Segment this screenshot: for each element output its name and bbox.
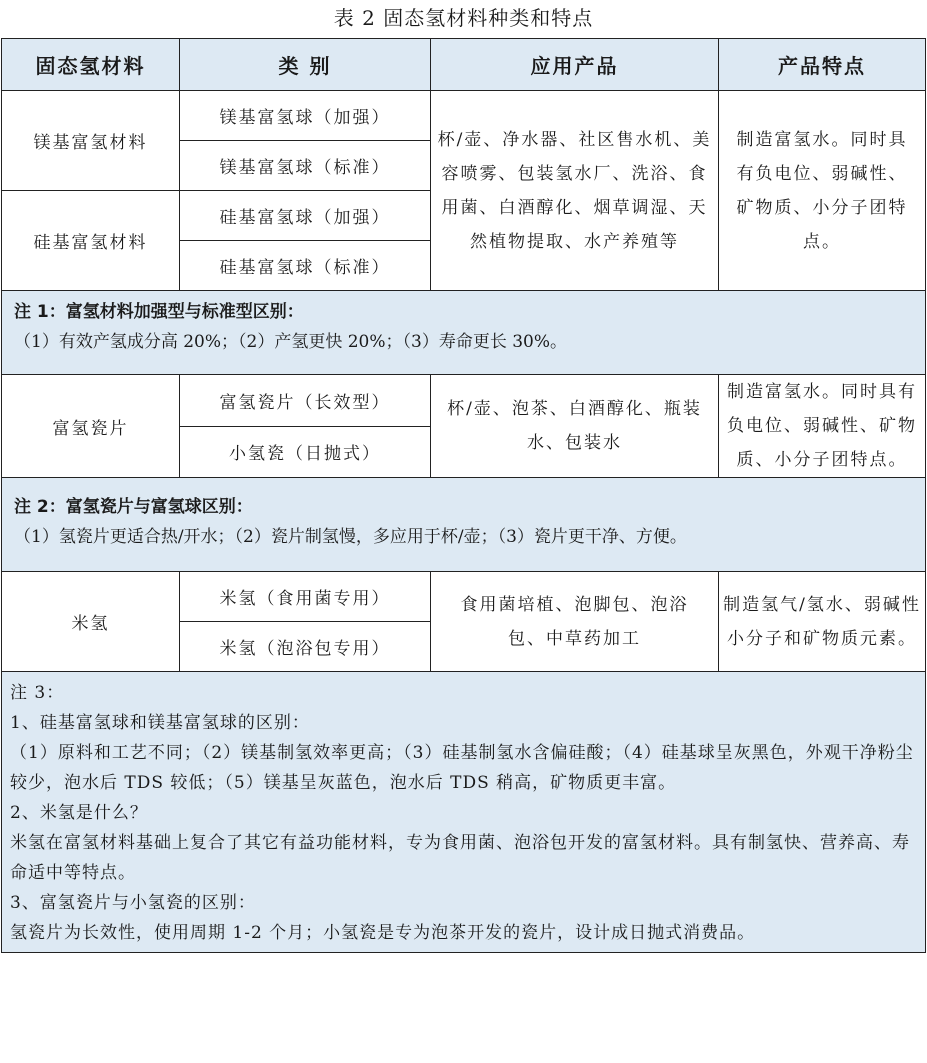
type-cell: 米氢（食用菌专用） (180, 572, 431, 622)
note-row (2, 672, 926, 953)
header-type: 类 别 (180, 39, 431, 91)
material-cell: 米氢 (2, 572, 180, 672)
applications-cell: 食用菌培植、泡脚包、泡浴包、中草药加工 (431, 572, 719, 672)
features-cell: 制造富氢水。同时具有负电位、弱碱性、矿物质、小分子团特点。 (719, 91, 926, 291)
note-row (2, 478, 926, 572)
note-3-question-2: 2、米氢是什么？ (10, 803, 148, 823)
type-cell: 镁基富氢球（加强） (180, 91, 431, 141)
material-cell: 硅基富氢材料 (2, 191, 180, 291)
applications-cell: 杯/壶、泡茶、白酒醇化、瓶装水、包装水 (431, 375, 719, 478)
type-cell: 镁基富氢球（标准） (180, 141, 431, 191)
note-3-question-1: 1、硅基富氢球和镁基富氢球的区别： (10, 713, 310, 733)
note-2 (2, 478, 926, 572)
note-1-text: （1）有效产氢成分高 20%；（2）产氢更快 20%；（3）寿命更长 30%。 (14, 332, 568, 352)
note-1-title: 注 1：富氢材料加强型与标准型区别： (14, 302, 304, 322)
hydrogen-materials-table (1, 38, 926, 953)
type-cell: 硅基富氢球（加强） (180, 191, 431, 241)
note-3-title: 注 3： (10, 683, 65, 703)
type-cell: 小氢瓷（日抛式） (180, 426, 431, 478)
material-cell: 富氢瓷片 (2, 375, 180, 478)
note-row (2, 291, 926, 375)
table-row (2, 375, 926, 427)
type-cell: 米氢（泡浴包专用） (180, 622, 431, 672)
note-1 (2, 291, 926, 375)
type-cell: 富氢瓷片（长效型） (180, 375, 431, 427)
note-3 (2, 672, 926, 953)
note-3-question-3: 3、富氢瓷片与小氢瓷的区别： (10, 893, 256, 913)
note-3-answer-3: 氢瓷片为长效性，使用周期 1-2 个月；小氢瓷是专为泡茶开发的瓷片，设计成日抛式消费品。 (10, 923, 756, 943)
table-row (2, 91, 926, 141)
note-2-title: 注 2：富氢瓷片与富氢球区别： (14, 497, 253, 517)
header-applications: 应用产品 (431, 39, 719, 91)
header-features: 产品特点 (719, 39, 926, 91)
header-row (2, 39, 926, 91)
table-row (2, 572, 926, 622)
type-cell: 硅基富氢球（标准） (180, 241, 431, 291)
note-3-answer-1: （1）原料和工艺不同；（2）镁基制氢效率更高；（3）硅基制氢水含偏硅酸；（4）硅基球呈灰黑色，外观干净粉尘较少，泡水后 TDS 较低；（5）镁基呈灰蓝色，泡水后 TDS 稍高，矿物质更丰富。 (10, 743, 914, 793)
note-2-text: （1）氢瓷片更适合热/开水；（2）瓷片制氢慢，多应用于杯/壶；（3）瓷片更干净、方便。 (14, 527, 687, 547)
header-material: 固态氢材料 (2, 39, 180, 91)
features-cell: 制造氢气/氢水、弱碱性小分子和矿物质元素。 (719, 572, 926, 672)
note-3-answer-2: 米氢在富氢材料基础上复合了其它有益功能材料，专为食用菌、泡浴包开发的富氢材料。具有制氢快、营养高、寿命适中等特点。 (10, 833, 910, 883)
features-cell: 制造富氢水。同时具有负电位、弱碱性、矿物质、小分子团特点。 (719, 375, 926, 478)
material-cell: 镁基富氢材料 (2, 91, 180, 191)
applications-cell: 杯/壶、净水器、社区售水机、美容喷雾、包装氢水厂、洗浴、食用菌、白酒醇化、烟草调湿、天然植物提取、水产养殖等 (431, 91, 719, 291)
table-caption: 表 2 固态氢材料种类和特点 (333, 6, 594, 30)
